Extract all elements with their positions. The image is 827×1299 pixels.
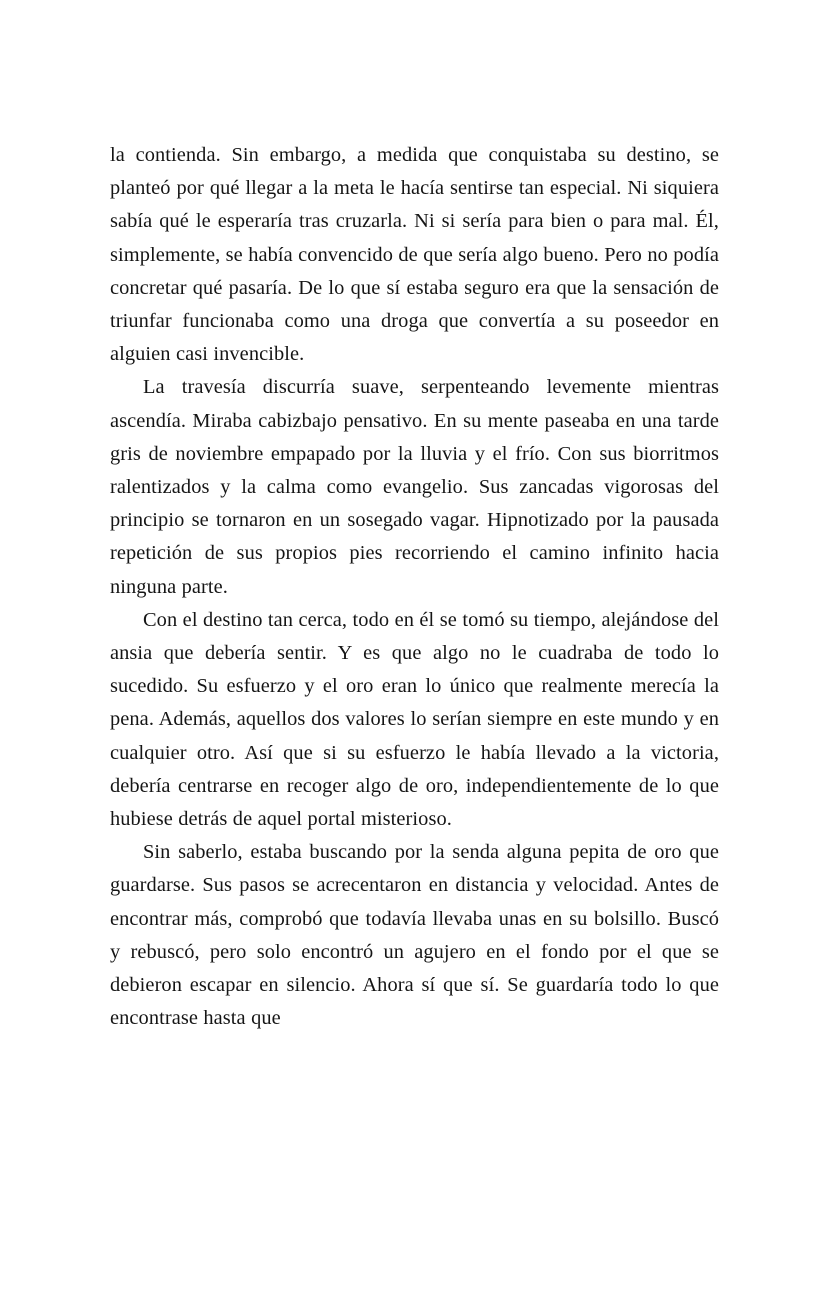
body-paragraph: La travesía discurría suave, serpenteando levemente mientras ascendía. Miraba cabizbajo pensativo. En su mente paseaba en una tarde gris de noviembre empapado por la lluvia y el frío. Con sus biorritmos ralentizados y la calma como evangelio. Sus zancadas vigorosas del principio se tornaron en un sosegado vagar. Hipnotizado por la pausada repetición de sus propios pies recorriendo el camino infinito hacia ninguna parte. xyxy=(110,376,719,598)
body-paragraph: Sin saberlo, estaba buscando por la senda alguna pepita de oro que guardarse. Sus pasos se acrecentaron en distancia y velocidad. Antes de encontrar más, comprobó que todavía llevaba unas en su bolsillo. Buscó y rebuscó, pero solo encontró un agujero en el fondo por el que se debieron escapar en silencio. Ahora sí que sí. Se guardaría todo lo que encontrase hasta que xyxy=(110,841,719,1030)
page-text-block xyxy=(110,139,719,1035)
body-paragraph: la contienda. Sin embargo, a medida que conquistaba su destino, se planteó por qué llegar a la meta le hacía sentirse tan especial. Ni siquiera sabía qué le esperaría tras cruzarla. Ni si sería para bien o para mal. Él, simplemente, se había convencido de que sería algo bueno. Pero no podía concretar qué pasaría. De lo que sí estaba seguro era que la sensación de triunfar funcionaba como una droga que convertía a su poseedor en alguien casi invencible. xyxy=(110,144,719,366)
body-paragraph: Con el destino tan cerca, todo en él se tomó su tiempo, alejándose del ansia que debería sentir. Y es que algo no le cuadraba de todo lo sucedido. Su esfuerzo y el oro eran lo único que realmente merecía la pena. Además, aquellos dos valores lo serían siempre en este mundo y en cualquier otro. Así que si su esfuerzo le había llevado a la victoria, debería centrarse en recoger algo de oro, independientemente de lo que hubiese detrás de aquel portal misterioso. xyxy=(110,608,719,831)
